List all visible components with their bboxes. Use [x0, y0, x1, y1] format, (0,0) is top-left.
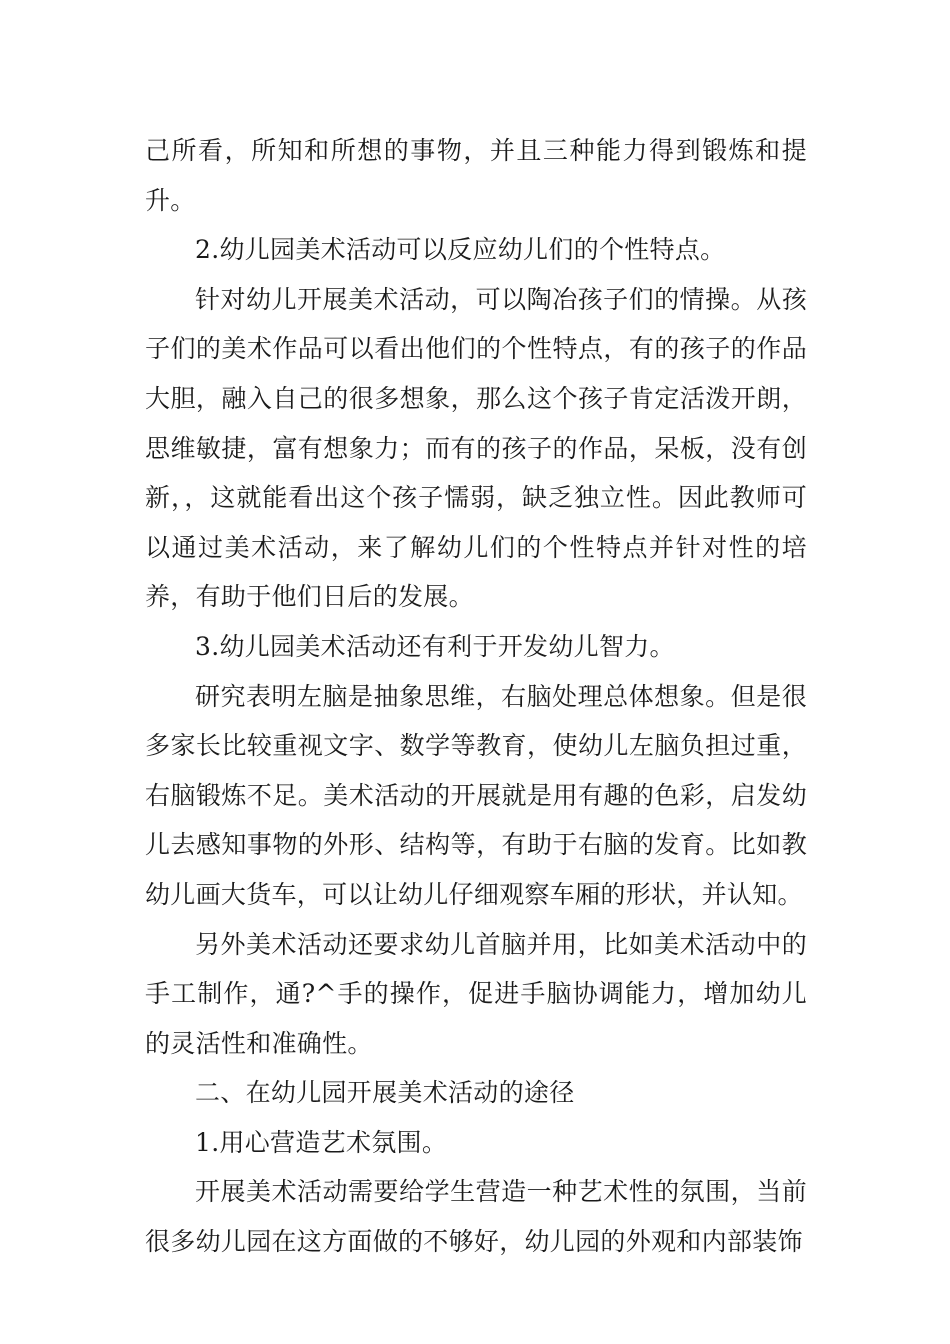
section-heading-2: 二、在幼儿园开展美术活动的途径: [195, 1078, 575, 1108]
paragraph-point-3-heading: 3.幼儿园美术活动还有利于开发幼儿智力。: [195, 631, 675, 661]
paragraph-point-2-heading: 2.幼儿园美术活动可以反应幼儿们的个性特点。: [195, 235, 726, 265]
paragraph-subheading-1: 1.用心营造艺术氛围。: [195, 1127, 448, 1157]
paragraph-brain-research: 研究表明左脑是抽象思维，右脑处理总体想象。但是很多家长比较重视文字、数学等教育，使幼儿左脑负担过重，右脑锻炼不足。美术活动的开展就是用有趣的色彩，启发幼儿去感知事物的外形、结构等，有助于右脑的发育。比如教幼儿画大货车，可以让幼儿仔细观察车厢的形状，并认知。: [145, 681, 807, 909]
paragraph-atmosphere: 开展美术活动需要给学生营造一种艺术性的氛围，当前很多幼儿园在这方面做的不够好，幼儿园的外观和内部装饰: [145, 1177, 807, 1257]
paragraph-personality: 针对幼儿开展美术活动，可以陶冶孩子们的情操。从孩子们的美术作品可以看出他们的个性特点，有的孩子的作品大胆，融入自己的很多想象，那么这个孩子肯定活泼开朗，思维敏捷，富有想象力；而有的孩子的作品，呆板，没有创新，，这就能看出这个孩子懦弱，缺乏独立性。因此教师可以通过美术活动，来了解幼儿们的个性特点并针对性的培养，有助于他们日后的发展。: [145, 284, 807, 612]
paragraph-handcraft: 另外美术活动还要求幼儿首脑并用，比如美术活动中的手工制作，通?^手的操作，促进手脑协调能力，增加幼儿的灵活性和准确性。: [145, 929, 807, 1058]
document-body: [145, 126, 807, 1267]
paragraph-continuation: 己所看，所知和所想的事物，并且三种能力得到锻炼和提升。: [145, 136, 807, 215]
